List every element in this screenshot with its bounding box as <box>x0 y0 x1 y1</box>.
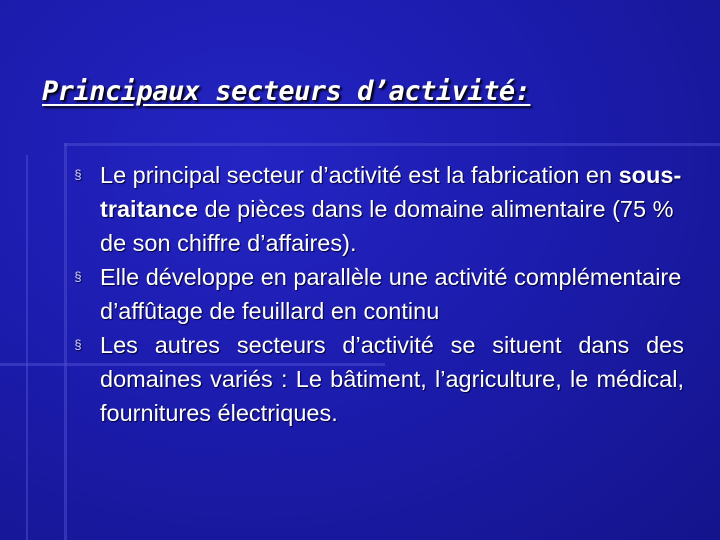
decor-line-top <box>64 143 720 146</box>
slide-title: Principaux secteurs d’activité: <box>42 76 531 108</box>
bullet-text-1-after: de pièces dans le domaine alimentaire (75 % de son chiffre d’affaires). <box>100 196 674 256</box>
bullet-text-1-bold: sous-traitance <box>100 162 682 222</box>
bullet-list <box>72 158 684 430</box>
bullet-item-3 <box>72 328 684 430</box>
bullet-item-2 <box>72 260 684 328</box>
bullet-text-3: Les autres secteurs d’activité se situent dans des domaines variés : Le bâtiment, l’agriculture, le médical, fournitures électriques. <box>100 332 684 426</box>
square-bullet-icon: § <box>74 167 82 182</box>
square-bullet-icon: § <box>74 269 82 284</box>
square-bullet-icon: § <box>74 337 82 352</box>
decor-line-left <box>64 143 67 540</box>
bullet-item-1 <box>72 158 684 260</box>
bullet-text-1-before: Le principal secteur d’activité est la fabrication en <box>100 162 619 188</box>
decor-line-left-outer <box>26 155 28 540</box>
bullet-text-2: Elle développe en parallèle une activité complémentaire d’affûtage de feuillard en continu <box>100 264 682 324</box>
